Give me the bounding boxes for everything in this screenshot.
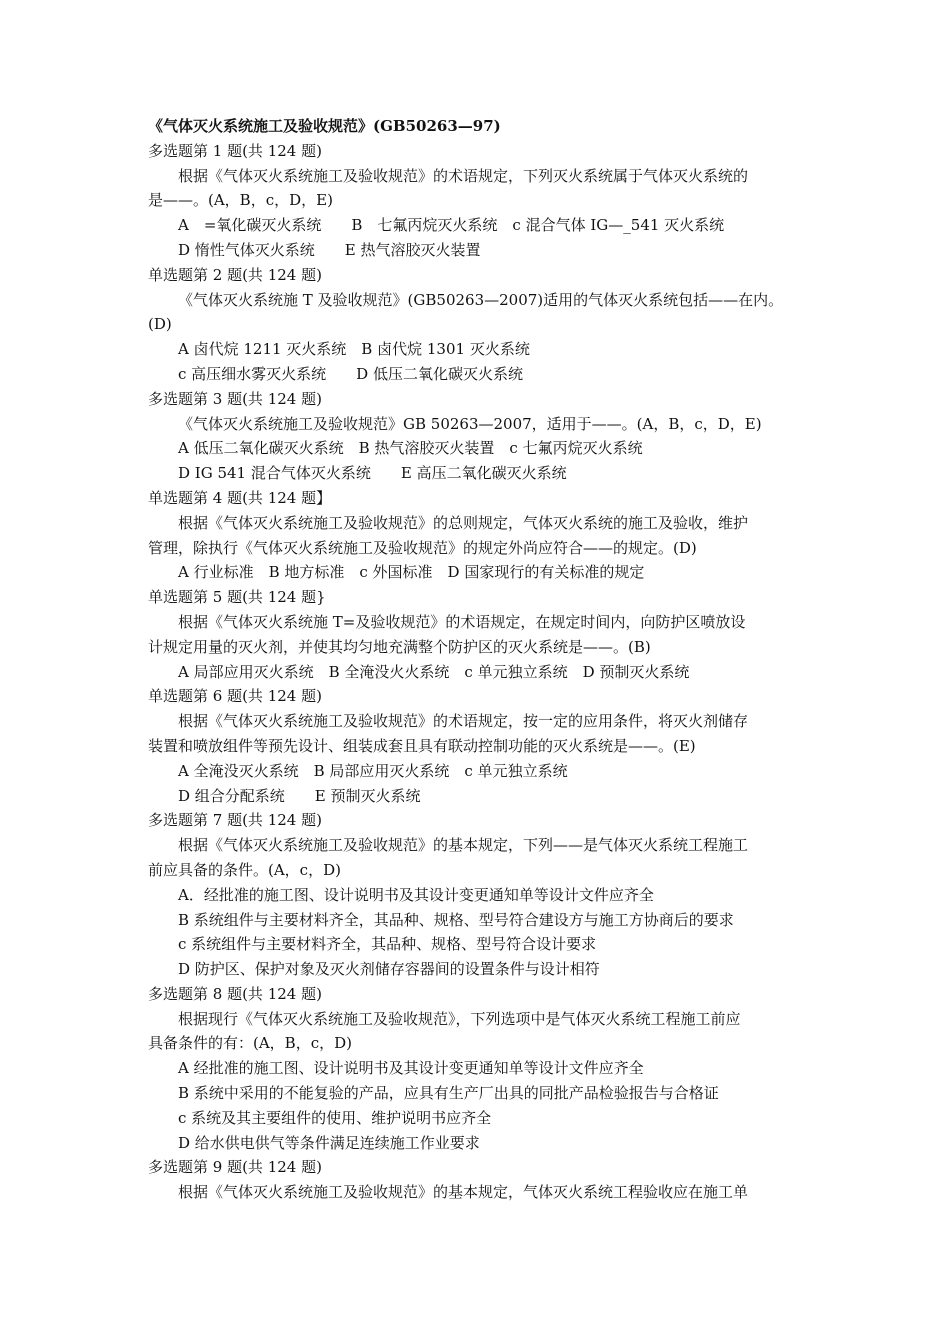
text-line: 多选题第 9 题(共 124 题) (148, 1158, 322, 1177)
text-line: 单选题第 6 题(共 124 题) (148, 687, 322, 706)
text-line: 根据《气体灭火系统施工及验收规范》的基本规定，下列——是气体灭火系统工程施工 (178, 836, 749, 855)
document-title: 《气体灭火系统施工及验收规范》(GB50263—97) (148, 117, 501, 135)
text-line: B 系统组件与主要材料齐全，其品种、规格、型号符合建设方与施工方协商后的要求 (178, 910, 734, 929)
text-line: 多选题第 3 题(共 124 题) (148, 389, 322, 408)
text-line: B 系统中采用的不能复验的产品，应具有生产厂出具的同批产品检验报告与合格证 (178, 1084, 719, 1103)
text-line: 多选题第 8 题(共 124 题) (148, 984, 322, 1003)
text-line: (D) (148, 315, 172, 334)
text-line: D 组合分配系统 E 预制灭火系统 (178, 786, 421, 805)
text-line: A 卤代烷 1211 灭火系统 B 卤代烷 1301 灭火系统 (178, 340, 530, 359)
text-line: 根据《气体灭火系统施工及验收规范》的术语规定，按一定的应用条件，将灭火剂储存 (178, 712, 749, 731)
text-line: D IG 541 混合气体灭火系统 E 高压二氧化碳灭火系统 (178, 464, 567, 483)
text-line: A 低压二氧化碳灭火系统 B 热气溶胶灭火装置 c 七氟丙烷灭火系统 (178, 439, 643, 458)
text-line: 单选题第 4 题(共 124 题】 (148, 488, 332, 507)
text-line: 根据《气体灭火系统施工及验收规范》的术语规定，下列灭火系统属于气体灭火系统的 (178, 166, 749, 185)
text-line: 《气体灭火系统施工及验收规范》GB 50263—2007，适用于——。(A，B，c，D，E) (178, 414, 762, 433)
text-line: D 惰性气体灭火系统 E 热气溶胶灭火装置 (178, 240, 481, 259)
text-line: 多选题第 7 题(共 124 题) (148, 811, 322, 830)
text-line: 根据《气体灭火系统施 T=及验收规范》的术语规定，在规定时间内，向防护区喷放设 (178, 612, 746, 631)
text-line: 《气体灭火系统施 T 及验收规范》(GB50263—2007)适用的气体灭火系统包括——在内。 (178, 290, 784, 309)
text-line: c 系统组件与主要材料齐全，其品种、规格、型号符合设计要求 (178, 935, 597, 954)
text-line: A =氧化碳灭火系统 B 七氟丙烷灭火系统 c 混合气体 IG—_541 灭火系统 (178, 216, 725, 235)
text-line: 根据现行《气体灭火系统施工及验收规范》，下列选项中是气体灭火系统工程施工前应 (178, 1009, 741, 1028)
text-line: A．经批准的施工图、设计说明书及其设计变更通知单等设计文件应齐全 (178, 885, 654, 904)
text-line: 单选题第 2 题(共 124 题) (148, 265, 322, 284)
text-line: D 防护区、保护对象及灭火剂储存容器间的设置条件与设计相符 (178, 960, 600, 979)
text-line: 装置和喷放组件等预先设计、组装成套且具有联动控制功能的灭火系统是——。(E) (148, 736, 696, 755)
text-line: 前应具备的条件。(A，c，D) (148, 860, 341, 879)
text-line: 管理，除执行《气体灭火系统施工及验收规范》的规定外尚应符合——的规定。(D) (148, 538, 697, 557)
text-line: 是——。(A，B，c，D，E) (148, 191, 333, 210)
text-line: D 给水供电供气等条件满足连续施工作业要求 (178, 1133, 480, 1152)
text-line: 根据《气体灭火系统施工及验收规范》的总则规定，气体灭火系统的施工及验收，维护 (178, 513, 749, 532)
text-line: c 高压细水雾灭火系统 D 低压二氧化碳灭火系统 (178, 364, 523, 383)
text-line: A 全淹没灭火系统 B 局部应用灭火系统 c 单元独立系统 (178, 761, 568, 780)
text-line: A 行业标准 B 地方标准 c 外国标准 D 国家现行的有关标准的规定 (178, 563, 645, 582)
text-line: 根据《气体灭火系统施工及验收规范》的基本规定，气体灭火系统工程验收应在施工单 (178, 1183, 749, 1202)
document-body (148, 114, 812, 1205)
text-line: 计规定用量的灭火剂，并使其均匀地充满整个防护区的灭火系统是——。(B) (148, 637, 651, 656)
text-line: c 系统及其主要组件的使用、维护说明书应齐全 (178, 1108, 492, 1127)
text-line: 具备条件的有：(A，B，c，D) (148, 1034, 352, 1053)
text-line: 单选题第 5 题(共 124 题} (148, 588, 326, 607)
text-line: A 经批准的施工图、设计说明书及其设计变更通知单等设计文件应齐全 (178, 1059, 644, 1078)
text-line: A 局部应用灭火系统 B 全淹没火火系统 c 单元独立系统 D 预制灭火系统 (178, 662, 690, 681)
text-line: 多选题第 1 题(共 124 题) (148, 141, 322, 160)
